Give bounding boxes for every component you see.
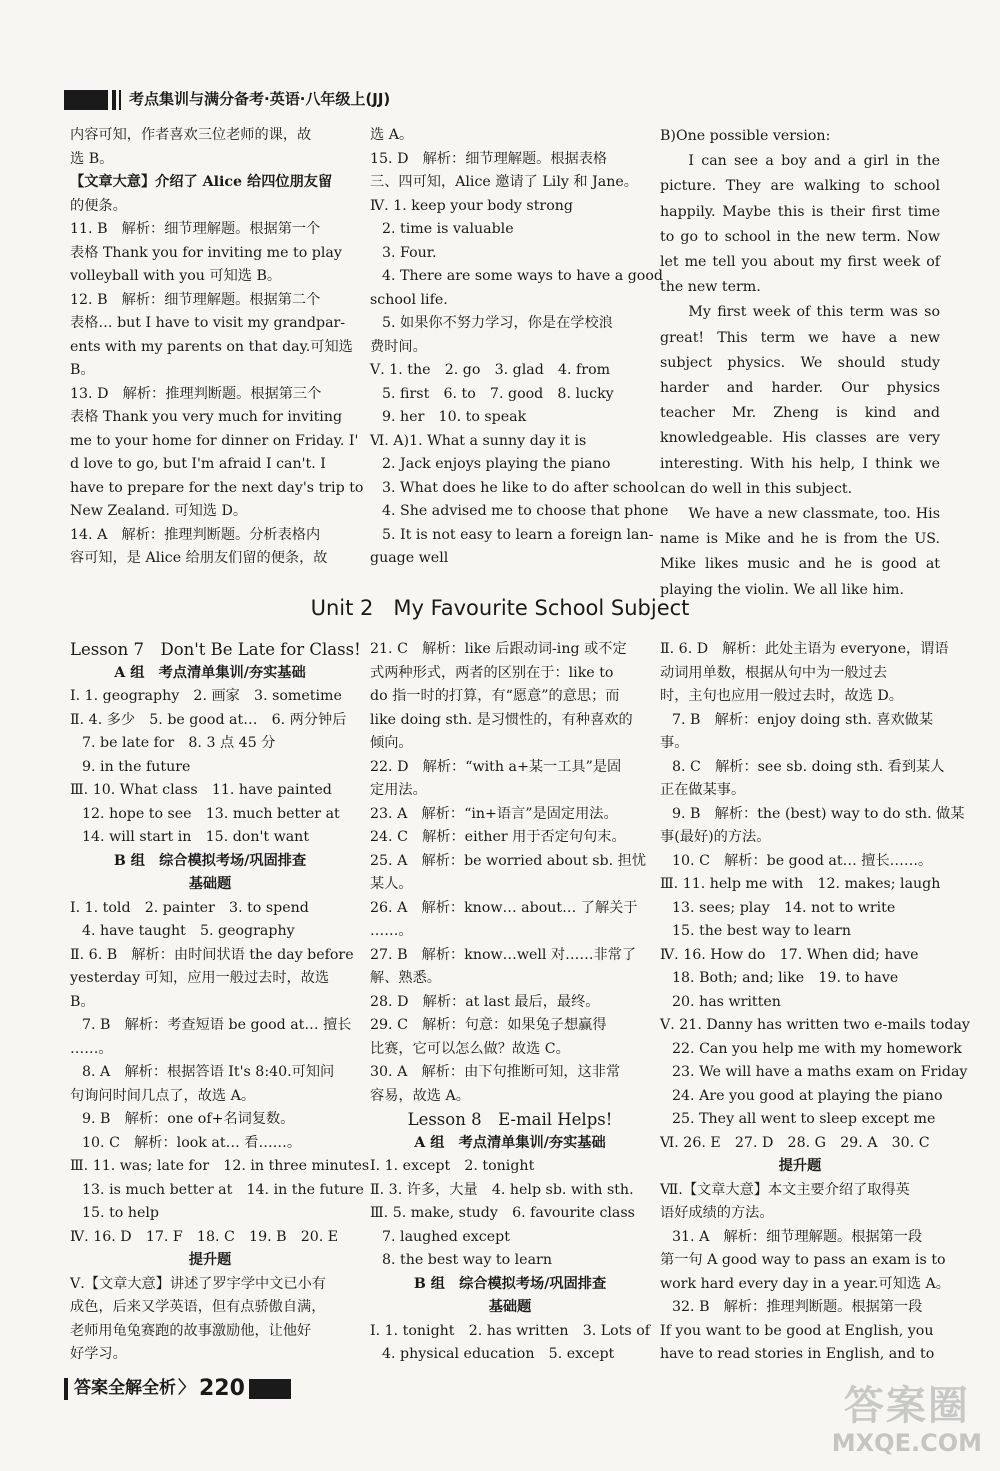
text-line: 24. C 解析：either 用于否定句句末。 [370, 829, 626, 845]
text-line: 表格 Thank you for inviting me to play [70, 244, 342, 261]
essay-intro: B)One possible version: [660, 128, 831, 144]
text-line: Ⅶ.【文章大意】本文主要介绍了取得英 [660, 1181, 910, 1198]
text-line: 表格… but I have to visit my grandpar- [70, 315, 346, 331]
bottom-left-column [70, 638, 370, 1367]
text-line: 30. A 解析：由下句推断可知，这非常 [370, 1064, 621, 1080]
text-line: 成色，后来又学英语，但有点骄傲自满， [70, 1299, 326, 1315]
text-line: Ⅱ. 4. 多少 5. be good at… 6. 两分钟后 [70, 711, 347, 728]
text-line: d love to go, but I'm afraid I can't. I [70, 456, 326, 472]
chevron-right-icon: 〉 [178, 1378, 195, 1399]
text-line: 14. A 解析：推理判断题。分析表格内 [70, 526, 321, 543]
text-line: 31. A 解析：细节理解题。根据第一段 [672, 1228, 923, 1245]
text-line: 8. A 解析：根据答语 It's 8:40.可知问 [82, 1064, 335, 1080]
text-line: 定用法。 [370, 782, 427, 798]
page-number: 220 [199, 1376, 245, 1402]
watermark [832, 1383, 982, 1457]
text-line: Ⅵ. 26. E 27. D 28. G 29. A 30. C [660, 1134, 930, 1151]
section-heading: 提升题 [188, 1252, 232, 1268]
text-line: 14. will start in 15. don't want [82, 829, 310, 845]
top-right-column [660, 124, 940, 603]
text-line: B。 [70, 993, 95, 1010]
text-line: 11. B 解析：细节理解题。根据第一个 [70, 221, 321, 237]
text-line: 13. sees; play 14. not to write [672, 899, 896, 916]
text-line: me to your home for dinner on Friday. I' [70, 432, 359, 449]
text-line: 12. B 解析：细节理解题。根据第二个 [70, 291, 321, 308]
text-line: ……。 [70, 1040, 113, 1057]
section-heading: 基础题 [488, 1299, 532, 1315]
text-line: 8. the best way to learn [382, 1252, 552, 1268]
section-heading: B 组 综合模拟考场/巩固排查 [413, 1275, 607, 1292]
text-line: 式两种形式，两者的区别在于：like to [370, 664, 614, 681]
text-line: 3. Four. [382, 244, 437, 261]
text-line: 事。 [660, 735, 689, 751]
text-line: 9. B 解析：one of+名词复数。 [82, 1111, 295, 1127]
text-line: 8. C 解析：see sb. doing sth. 看到某人 [672, 758, 945, 775]
text-line: 10. C 解析：look at… 看……。 [82, 1134, 302, 1151]
text-line: do 指一时的打算，有“愿意”的意思；而 [370, 688, 620, 704]
text-line: Ⅴ. 1. the 2. go 3. glad 4. from [370, 362, 611, 378]
text-line: 29. C 解析：句意：如果兔子想赢得 [370, 1017, 607, 1033]
text-line: 动词用单数，根据从句中为一般过去 [660, 664, 888, 681]
text-line: 选 B。 [70, 150, 114, 167]
text-line: 容易，故选 A。 [370, 1087, 470, 1104]
footer-bar [64, 1378, 68, 1400]
text-line: 32. B 解析：推理判断题。根据第一段 [672, 1299, 923, 1315]
text-line: 25. They all went to sleep except me [672, 1111, 936, 1127]
bottom-mid-column [370, 638, 650, 1367]
text-line: Ⅴ. 21. Danny has written two e-mails today [660, 1017, 970, 1033]
text-line: guage well [370, 550, 449, 566]
text-line: 3. What does he like to do after school [382, 479, 659, 496]
text-line: ……。 [370, 923, 413, 939]
page-footer [64, 1376, 291, 1402]
text-line: yesterday 可知，应用一般过去时，故选 [70, 970, 330, 986]
section-heading: 提升题 [778, 1158, 822, 1174]
text-line: 9. her 10. to speak [382, 409, 527, 425]
text-line: 7. be late for 8. 3 点 45 分 [82, 735, 276, 751]
text-line: 9. in the future [82, 758, 191, 775]
top-left-column [70, 124, 364, 571]
text-line: 9. B 解析：the (best) way to do sth. 做某 [672, 805, 965, 822]
text-line: 句询问时间几点了，故选 A。 [70, 1087, 256, 1104]
text-line: 好学习。 [70, 1346, 127, 1362]
text-line: 的便条。 [70, 197, 127, 214]
text-line: Ⅱ. 6. B 解析：由时间状语 the day before [70, 946, 354, 963]
text-line: 20. has written [672, 993, 781, 1010]
text-line: 7. B 解析：考查短语 be good at… 擅长 [82, 1017, 352, 1033]
text-line: 某人。 [370, 876, 413, 892]
text-line: like doing sth. 是习惯性的，有种喜欢的 [370, 711, 633, 728]
footer-label: 答案全解全析 [74, 1378, 176, 1399]
text-line: Ⅳ. 1. keep your body strong [370, 197, 573, 214]
text-line: 28. D 解析：at last 最后，最终。 [370, 993, 600, 1010]
text-line: have to prepare for the next day's trip to [70, 479, 364, 496]
text-line: 24. Are you good at playing the piano [672, 1087, 943, 1104]
text-line: 第一句 A good way to pass an exam is to [660, 1252, 946, 1268]
text-line: 【文章大意】介绍了 Alice 给四位朋友留 [70, 174, 333, 190]
text-line: Ⅰ. 1. geography 2. 画家 3. sometime [70, 688, 342, 704]
text-line: Ⅲ. 5. make, study 6. favourite class [370, 1205, 635, 1221]
page-header [64, 88, 390, 112]
essay-paragraph: We have a new classmate, too. His name is Mike and he is from the US. Mike likes music and he is good at playing the violin. We all like him. [660, 506, 940, 598]
text-line: 15. the best way to learn [672, 923, 851, 939]
text-line: 选 A。 [370, 127, 414, 143]
text-line: 22. D 解析：“with a+某一工具”是固 [370, 758, 622, 775]
header-bar [112, 90, 116, 110]
text-line: 10. C 解析：be good at… 擅长……。 [672, 852, 933, 869]
text-line: volleyball with you 可知选 B。 [70, 268, 282, 284]
text-line: 正在做某事。 [660, 782, 746, 798]
text-line: 5. first 6. to 7. good 8. lucky [382, 385, 614, 402]
text-line: 容可知，是 Alice 给朋友们留的便条，故 [70, 550, 328, 566]
section-heading: A 组 考点清单集训/夯实基础 [114, 664, 306, 681]
header-block [64, 90, 108, 110]
text-line: 4. There are some ways to have a good [382, 268, 663, 284]
section-heading: A 组 考点清单集训/夯实基础 [414, 1134, 606, 1151]
text-line: 解、熟悉。 [370, 970, 441, 986]
text-line: 25. A 解析：be worried about sb. 担忧 [370, 852, 647, 869]
text-line: New Zealand. 可知选 D。 [70, 503, 248, 519]
text-line: Ⅳ. 16. D 17. F 18. C 19. B 20. E [70, 1228, 339, 1245]
watermark-logo: 答案圈 [843, 1383, 970, 1429]
text-line: B。 [70, 362, 95, 378]
text-line: Ⅲ. 11. was; late for 12. in three minutes [70, 1158, 370, 1174]
text-line: 13. D 解析：推理判断题。根据第三个 [70, 385, 322, 402]
text-line: 12. hope to see 13. much better at [82, 805, 340, 822]
text-line: 18. Both; and; like 19. to have [672, 970, 899, 986]
text-line: Ⅲ. 11. help me with 12. makes; laugh [660, 876, 941, 892]
text-line: Ⅱ. 6. D 解析：此处主语为 everyone，谓语 [660, 641, 949, 657]
text-line: 21. C 解析：like 后跟动词-ing 或不定 [370, 641, 627, 657]
text-line: 比赛，它可以怎么做？故选 C。 [370, 1040, 570, 1057]
unit-title: Unit 2 My Favourite School Subject [310, 596, 690, 620]
text-line: school life. [370, 291, 448, 308]
text-line: 7. B 解析：enjoy doing sth. 喜欢做某 [672, 711, 934, 728]
lesson-title: Lesson 7 Don't Be Late for Class! [70, 640, 361, 659]
text-line: 表格 Thank you very much for inviting [70, 409, 343, 425]
text-line: 27. B 解析：know…well 对……非常了 [370, 946, 637, 963]
text-line: 4. have taught 5. geography [82, 923, 295, 939]
text-line: 7. laughed except [382, 1228, 510, 1245]
bottom-right-column [660, 638, 970, 1367]
text-line: Ⅰ. 1. except 2. tonight [370, 1158, 535, 1174]
text-line: Ⅴ.【文章大意】讲述了罗宇学中文已小有 [70, 1275, 326, 1292]
text-line: 语好成绩的方法。 [660, 1205, 774, 1221]
text-line: 三、四可知，Alice 邀请了 Lily 和 Jane。 [370, 174, 638, 190]
text-line: ents with my parents on that day.可知选 [70, 338, 353, 355]
text-line: 2. time is valuable [382, 221, 514, 237]
text-line: Ⅰ. 1. tonight 2. has written 3. Lots of [370, 1322, 651, 1339]
text-line: work hard every day in a year.可知选 A。 [660, 1275, 950, 1292]
text-line: Ⅰ. 1. told 2. painter 3. to spend [70, 899, 309, 916]
text-line: 2. Jack enjoys playing the piano [382, 456, 611, 472]
text-line: 23. We will have a maths exam on Friday [672, 1064, 968, 1080]
text-line: Ⅲ. 10. What class 11. have painted [70, 782, 332, 798]
text-line: Ⅳ. 16. How do 17. When did; have [660, 946, 919, 963]
text-line: 5. It is not easy to learn a foreign lan- [382, 526, 654, 543]
header-bar-thin [119, 90, 121, 110]
text-line: 5. 如果你不努力学习，你是在学校浪 [382, 315, 613, 331]
text-line: 22. Can you help me with my homework [672, 1040, 962, 1057]
text-line: 费时间。 [370, 338, 427, 355]
footer-block [249, 1379, 291, 1399]
essay-paragraph: My first week of this term was so great! This term we have a new subject physics. We should study harder and harder. Our physics teacher Mr. Zheng is kind and knowledgeable. His classes are very interesting. With his help, I think we can do well in this subject. [660, 304, 940, 497]
text-line: 15. D 解析：细节理解题。根据表格 [370, 150, 608, 167]
text-line: 事(最好)的方法。 [660, 829, 771, 845]
text-line: 13. is much better at 14. in the future [82, 1181, 364, 1198]
text-line: 26. A 解析：know… about… 了解关于 [370, 899, 638, 916]
text-line: 15. to help [82, 1205, 159, 1221]
text-line: 老师用龟兔赛跑的故事激励他，让他好 [70, 1322, 312, 1339]
text-line: 内容可知，作者喜欢三位老师的课，故 [70, 127, 312, 143]
text-line: Ⅵ. A)1. What a sunny day it is [370, 432, 587, 449]
text-line: have to read stories in English, and to [660, 1346, 935, 1362]
text-line: 时，主句也应用一般过去时，故选 D。 [660, 688, 903, 704]
header-title: 考点集训与满分备考·英语·八年级上(JJ) [129, 90, 391, 109]
text-line: 23. A 解析：“in+语言”是固定用法。 [370, 805, 618, 822]
watermark-url: MXQE.COM [831, 1429, 982, 1457]
top-mid-column [370, 124, 669, 571]
text-line: 4. She advised me to choose that phone [382, 503, 669, 519]
section-heading: 基础题 [188, 876, 232, 892]
text-line: 倾向。 [370, 735, 413, 751]
text-line: If you want to be good at English, you [660, 1322, 934, 1339]
section-heading: B 组 综合模拟考场/巩固排查 [113, 852, 307, 869]
text-line: Ⅱ. 3. 许多，大量 4. help sb. with sth. [370, 1181, 634, 1198]
essay-paragraph: I can see a boy and a girl in the picture. They are walking to school happily. Maybe this is their first time to go to school in the new term. Now let me tell you about my first week of the new term. [660, 153, 940, 296]
text-line: 4. physical education 5. except [382, 1346, 615, 1362]
lesson-title: Lesson 8 E-mail Helps! [407, 1110, 613, 1129]
